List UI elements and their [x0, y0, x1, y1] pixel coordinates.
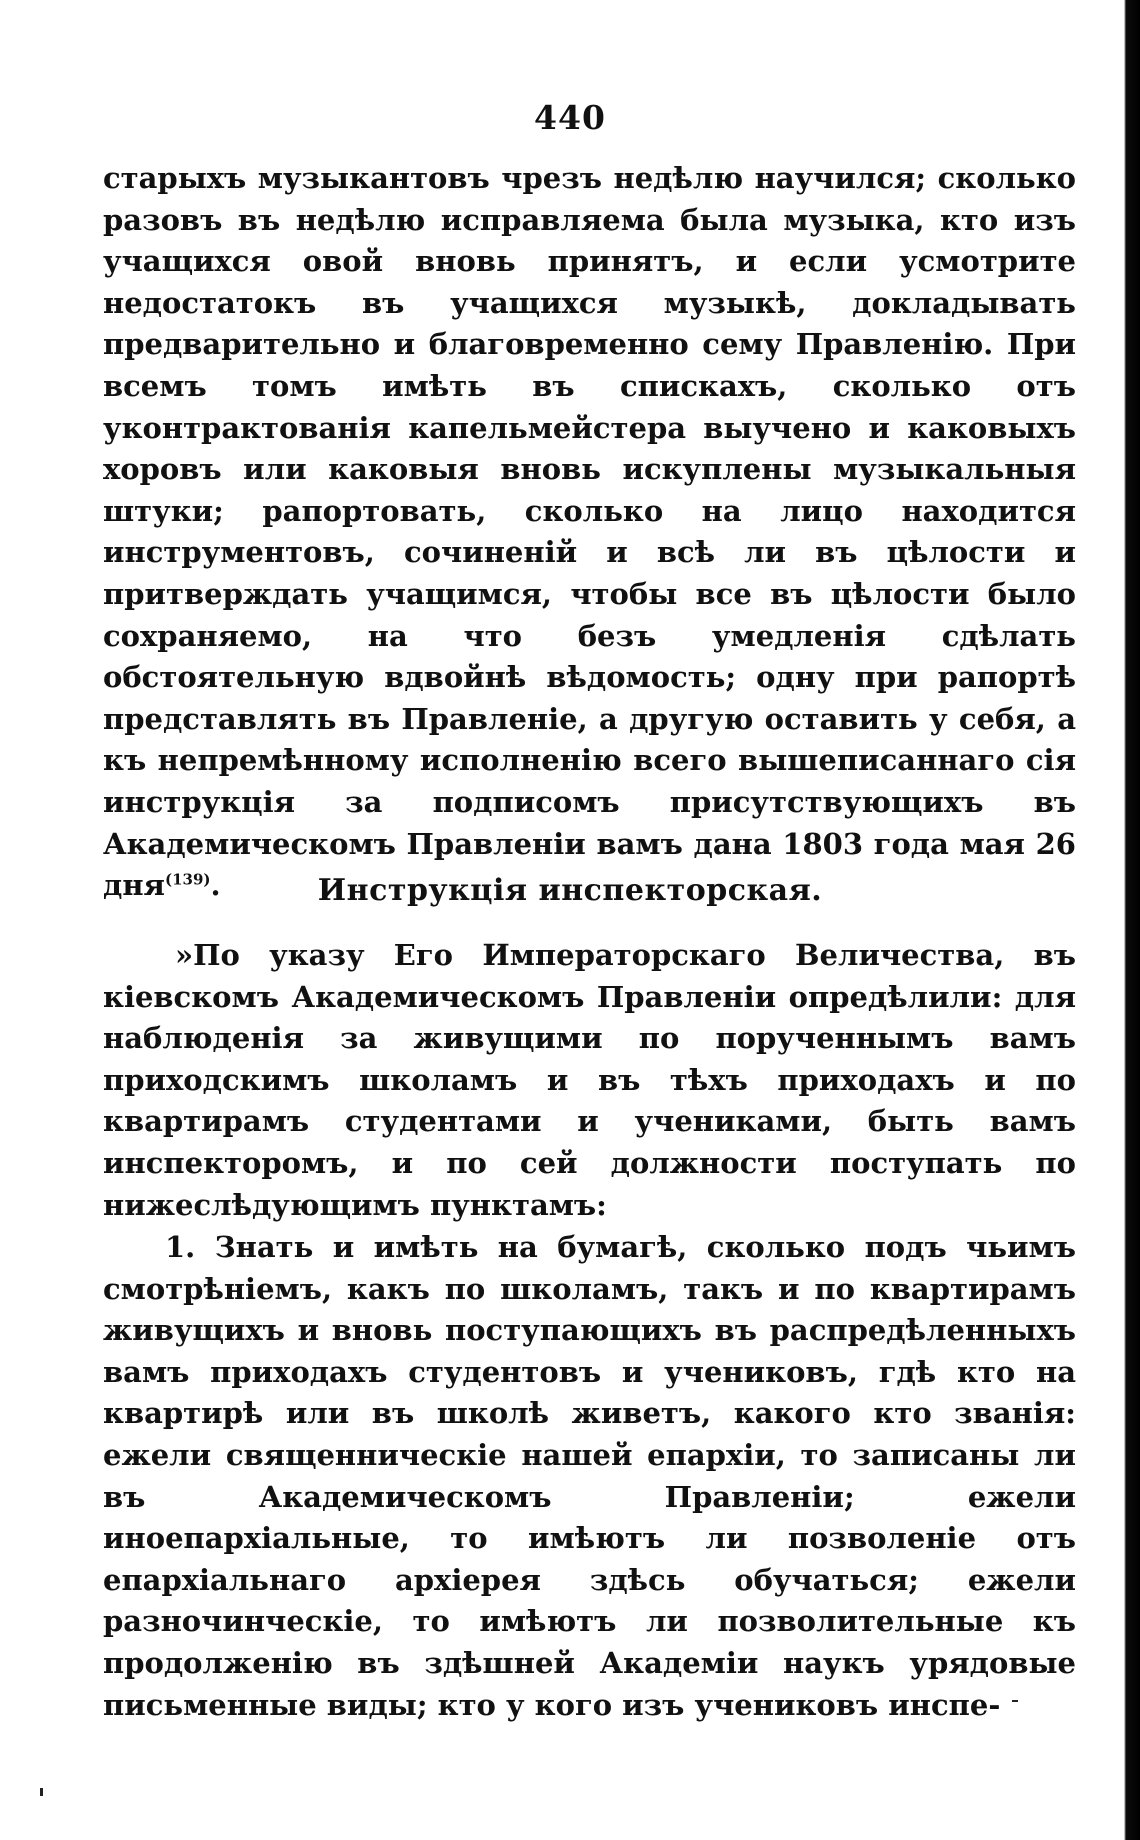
paragraph-1-text: старыхъ музыкантовъ чрезъ недѣлю научился; сколько разовъ въ недѣлю исправляема была музыка, кто изъ учащихся овой вновь принятъ, и если усмотрите недостатокъ въ учащихся музыкѣ, докладывать предварительно и благовременно сему Правленію. При всемъ томъ имѣть въ спискахъ, сколько отъ уконтрактованія капельмейстера выучено и каковыхъ хоровъ или каковыя вновь искуплены музыкальныя штуки; рапортовать, сколько на лицо находится инструментовъ, сочиненій и всѣ ли въ цѣлости и притверждать учащимся, чтобы все въ цѣлости было сохраняемо, на что безъ умедленія сдѣлать обстоятельную вдвойнѣ вѣдомость; одну при рапортѣ представлять въ Правленіе, а другую оставить у себя, а къ непремѣнному исполненію всего вышеписаннаго сія инструкція за подписомъ присутствующихъ въ Академическомъ Правленіи вамъ дана 1803 года мая 26 дня [103, 161, 1076, 903]
scan-edge-shadow [1096, 0, 1140, 1840]
instruction-intro [103, 935, 1076, 1226]
scan-speck [40, 1788, 43, 1796]
scan-speck [1012, 1700, 1018, 1702]
numbered-point [103, 1227, 1076, 1726]
paragraph-continued [103, 158, 1076, 907]
paragraph-1 [103, 158, 1076, 907]
footnote-marker: (139) [164, 870, 211, 889]
paragraph-3: 1. Знать и имѣть на бумагѣ, сколько подъ чьимъ смотрѣніемъ, какъ по школамъ, такъ и по квартирамъ живущихъ и вновь поступающихъ въ распредѣленныхъ вамъ приходахъ студентовъ и учениковъ, гдѣ кто на квартирѣ или въ школѣ живетъ, какого кто званія: ежели священническіе нашей епархіи, то записаны ли въ Академическомъ Правленіи; ежели иноепархіальные, то имѣютъ ли позволеніе отъ епархіальнаго архіерея здѣсь обучаться; ежели разночинческіе, то имѣютъ ли позволительные къ продолженію въ здѣшней Академіи наукъ урядовые письменные виды; кто у кого изъ учениковъ инспе- [103, 1230, 1076, 1722]
page-number: 440 [534, 98, 606, 137]
paragraph-1-end: . [210, 868, 221, 903]
section-heading: Инструкція инспекторская. [317, 873, 823, 908]
paragraph-2: »По указу Его Императорскаго Величества, въ кіевскомъ Академическомъ Правленіи опредѣлили: для наблюденія за живущими по порученнымъ вамъ приходскимъ школамъ и въ тѣхъ приходахъ и по квартирамъ студентами и учениками, быть вамъ инспекторомъ, и по сей должности поступать по нижеслѣдующимъ пунктамъ: [103, 938, 1076, 1222]
